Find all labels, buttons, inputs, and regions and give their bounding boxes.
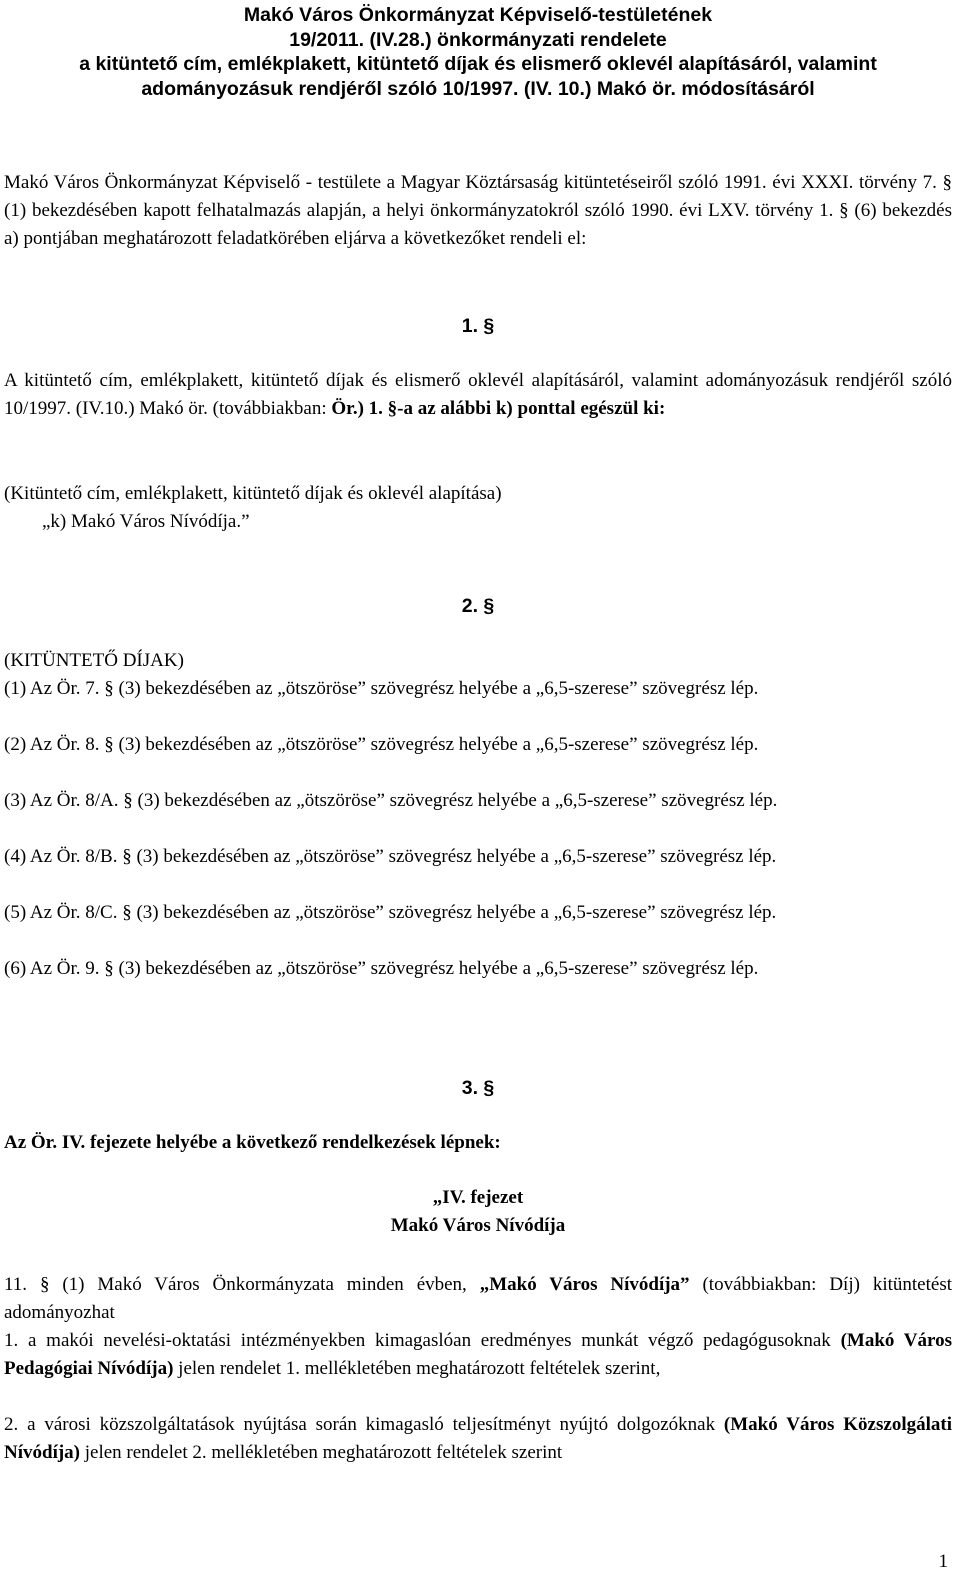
section-1-text-a: A kitüntető cím, emlékplakett, kitüntető díjak és elismerő oklevél alapításáról, valamint adományozásuk rendjéről szóló 10/1997. (IV.10.) Makó ör. (továbbiakban: xyxy=(4,370,952,419)
document-title xyxy=(4,3,952,101)
section-2-item-3: (3) Az Ör. 8/A. § (3) bekezdésében az „ötszöröse” szövegrész helyébe a „6,5-szerese” szövegrész lép. xyxy=(4,790,778,811)
paragraph-11-a: 11. § (1) Makó Város Önkormányzata minden évben, xyxy=(4,1274,480,1295)
paragraph-11-point-2 xyxy=(4,1411,952,1467)
paragraph-11-award-name: „Makó Város Nívódíja” xyxy=(479,1274,690,1295)
section-1-subtitle: (Kitüntető cím, emlékplakett, kitüntető díjak és oklevél alapítása) xyxy=(4,483,502,504)
title-line-3: a kitüntető cím, emlékplakett, kitüntető díjak és elismerő oklevél alapításáról, valamint xyxy=(79,53,877,75)
section-2-item-1: (1) Az Ör. 7. § (3) bekezdésében az „ötszöröse” szövegrész helyébe a „6,5-szerese” szövegrész lép. xyxy=(4,678,759,699)
section-1-item-k: „k) Makó Város Nívódíja.” xyxy=(42,511,250,532)
section-2-subtitle: (KITÜNTETŐ DÍJAK) xyxy=(4,650,184,671)
page-number: 1 xyxy=(938,1551,948,1572)
title-line-4: adományozásuk rendjéről szóló 10/1997. (IV. 10.) Makó ör. módosításáról xyxy=(141,77,815,100)
paragraph-11-c: (továbbiakban: Díj) kitüntetést adományozhat xyxy=(4,1274,952,1323)
paragraph-11-point-1 xyxy=(4,1327,952,1383)
preamble: Makó Város Önkormányzat Képviselő - testülete a Magyar Köztársaság kitüntetéseiről szóló 1991. évi XXXI. törvény 7. § (1) bekezdésében kapott felhatalmazás alapján, a helyi önkormányzatokról szóló 1990. évi LXV. törvény 1. § (6) bekezdés a) pontjában meghatározott feladatkörében eljárva a következőket rendeli el: xyxy=(4,172,952,249)
section-3-heading: 3. § xyxy=(461,1077,495,1099)
point-1-award-name: (Makó Város Pedagógiai Nívódíja) xyxy=(4,1330,952,1379)
point-2-a: 2. a városi közszolgáltatások nyújtása során kimagasló teljesítményt nyújtó dolgozóknak xyxy=(4,1414,724,1435)
title-line-2: 19/2011. (IV.28.) önkormányzati rendelete xyxy=(289,28,667,51)
chapter-heading: „IV. fejezet xyxy=(432,1187,524,1208)
point-1-c: jelen rendelet 1. mellékletében meghatározott feltételek szerint, xyxy=(173,1358,661,1379)
chapter-title: Makó Város Nívódíja xyxy=(390,1215,566,1236)
point-2-award-name: (Makó Város Közszolgálati Nívódíja) xyxy=(4,1414,952,1463)
section-2-item-6: (6) Az Ör. 9. § (3) bekezdésében az „ötszöröse” szövegrész helyébe a „6,5-szerese” szövegrész lép. xyxy=(4,958,759,979)
section-1-heading: 1. § xyxy=(461,315,495,337)
section-2-item-2: (2) Az Ör. 8. § (3) bekezdésében az „ötszöröse” szövegrész helyébe a „6,5-szerese” szövegrész lép. xyxy=(4,734,759,755)
point-1-a: 1. a makói nevelési-oktatási intézményekben kimagaslóan eredményes munkát végző pedagógusoknak xyxy=(4,1330,841,1351)
paragraph-11 xyxy=(4,1271,952,1327)
section-1-text xyxy=(4,367,952,423)
point-2-c: jelen rendelet 2. mellékletében meghatározott feltételek szerint xyxy=(80,1442,563,1463)
section-1-text-b: Ör.) 1. §-a az alábbi k) ponttal egészül ki: xyxy=(331,398,666,419)
title-line-1: Makó Város Önkormányzat Képviselő-testületének xyxy=(243,4,713,26)
section-3-intro: Az Ör. IV. fejezete helyébe a következő rendelkezések lépnek: xyxy=(4,1132,501,1153)
section-2-heading: 2. § xyxy=(461,595,495,617)
section-2-item-5: (5) Az Ör. 8/C. § (3) bekezdésében az „ötszöröse” szövegrész helyébe a „6,5-szerese” szövegrész lép. xyxy=(4,902,777,923)
section-2-item-4: (4) Az Ör. 8/B. § (3) bekezdésében az „ötszöröse” szövegrész helyébe a „6,5-szerese” szövegrész lép. xyxy=(4,846,777,867)
